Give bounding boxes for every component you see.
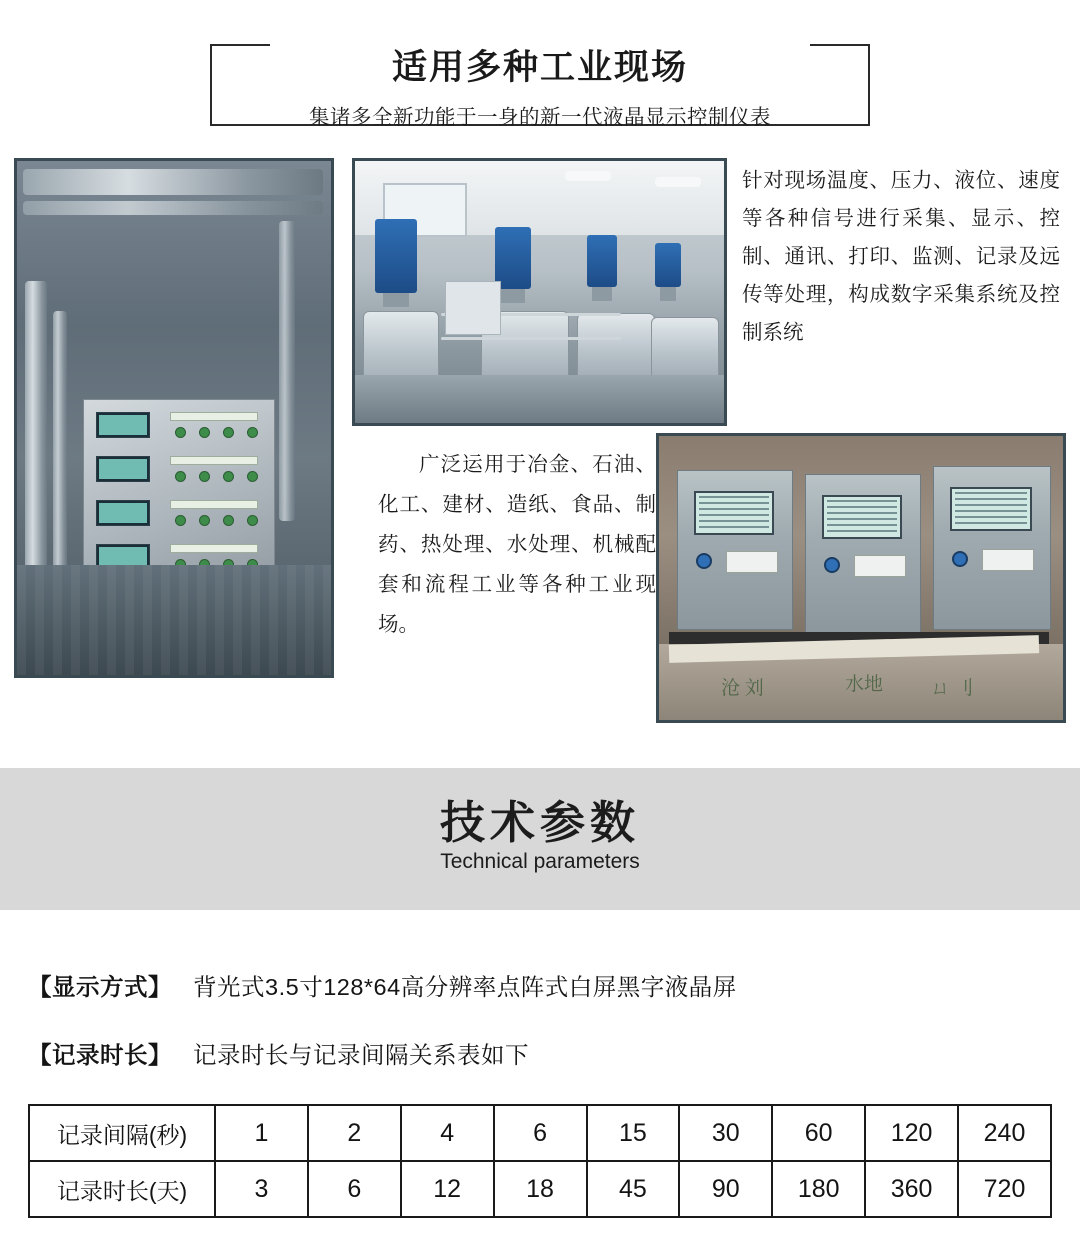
table-cell: 720 — [958, 1161, 1051, 1217]
table-cell: 18 — [494, 1161, 587, 1217]
table-row — [29, 1105, 1051, 1161]
page-subtitle: 集诸多全新功能于一身的新一代液晶显示控制仪表 — [309, 106, 771, 129]
table-cell: 2 — [308, 1105, 401, 1161]
right-description-paragraph: 针对现场温度、压力、液位、速度等各种信号进行采集、显示、控制、通讯、打印、监测、记录及远传等处理，构成数字采集系统及控制系统 — [742, 169, 1060, 344]
spec-row-record-duration — [28, 1036, 1080, 1070]
spec-label-record-duration: 【记录时长】 — [28, 1042, 172, 1068]
table-cell: 6 — [494, 1105, 587, 1161]
table-cell: 240 — [958, 1105, 1051, 1161]
table-cell: 15 — [587, 1105, 680, 1161]
table-cell: 90 — [679, 1161, 772, 1217]
control-cabinet-middle — [805, 474, 921, 634]
table-cell: 30 — [679, 1105, 772, 1161]
spec-label-display-mode: 【显示方式】 — [28, 974, 172, 1000]
table-cell: 6 — [308, 1161, 401, 1217]
spec-value-display-mode: 背光式3.5寸128*64高分辨率点阵式白屏黑字液晶屏 — [193, 974, 737, 1000]
spec-value-record-duration: 记录时长与记录间隔关系表如下 — [193, 1042, 530, 1068]
table-cell: 3 — [215, 1161, 308, 1217]
table-cell: 180 — [772, 1161, 865, 1217]
control-cabinet-right — [933, 466, 1051, 630]
spec-row-display-mode — [28, 968, 1080, 1002]
table-cell: 45 — [587, 1161, 680, 1217]
wall-mounted-control-cabinets-photo — [656, 433, 1066, 723]
tech-parameters-subtitle: Technical parameters — [440, 850, 640, 873]
factory-pipes-control-panel-photo — [14, 158, 334, 678]
mixing-tank-workshop-photo — [352, 158, 727, 426]
page-title-text: 适用多种工业现场 — [374, 48, 706, 87]
showcase-section — [0, 140, 1080, 760]
record-interval-duration-table — [28, 1104, 1052, 1218]
middle-description-paragraph: 广泛运用于冶金、石油、化工、建材、造纸、食品、制药、热处理、水处理、机械配套和流程工业等各种工业现场。 — [378, 453, 656, 636]
control-cabinet-left — [677, 470, 793, 630]
table-rowheader-duration: 记录时长(天) — [29, 1161, 215, 1217]
control-panel-enclosure — [83, 399, 275, 587]
graffiti-text-1: 沧 刘 — [721, 678, 764, 699]
table-cell: 60 — [772, 1105, 865, 1161]
graffiti-text-2: 水地 — [845, 674, 884, 695]
page-header — [0, 0, 1080, 140]
page-title — [0, 40, 1080, 90]
table-rowheader-interval: 记录间隔(秒) — [29, 1105, 215, 1161]
table-cell: 1 — [215, 1105, 308, 1161]
table-row — [29, 1161, 1051, 1217]
specifications-section — [0, 910, 1080, 1218]
tech-parameters-band — [0, 768, 1080, 910]
tech-parameters-title: 技术参数 — [439, 797, 640, 848]
table-cell: 4 — [401, 1105, 494, 1161]
table-cell: 12 — [401, 1161, 494, 1217]
graffiti-text-3: ㄩ 刂 — [931, 678, 974, 699]
table-cell: 360 — [865, 1161, 958, 1217]
table-cell: 120 — [865, 1105, 958, 1161]
